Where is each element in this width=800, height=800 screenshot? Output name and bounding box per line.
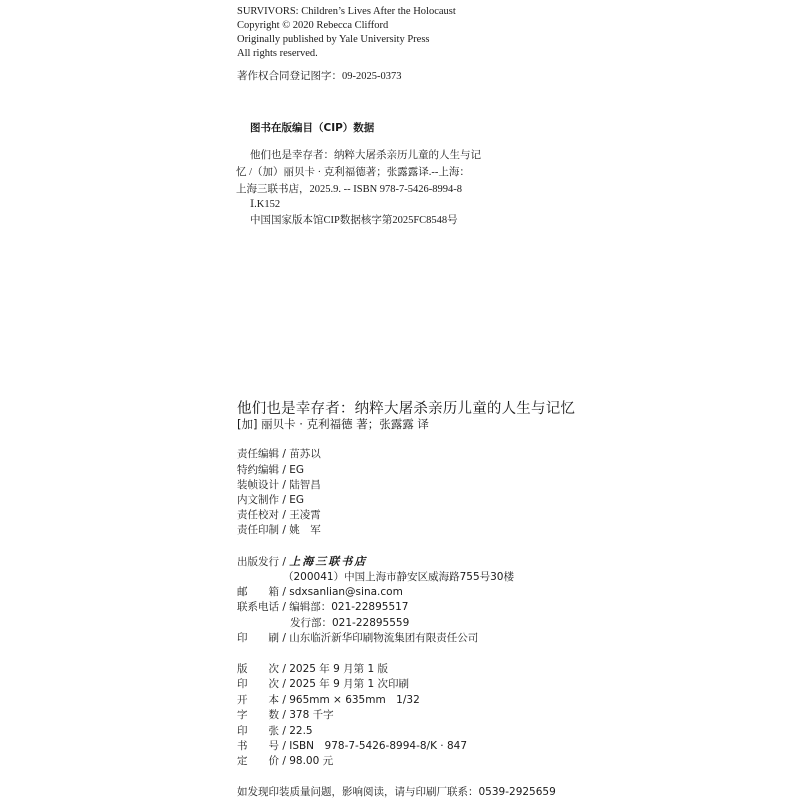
copyright-line-rights: All rights reserved. [237, 48, 318, 59]
spec-value: 378 千字 [289, 709, 334, 721]
credit-label: 特约编辑 [237, 464, 279, 476]
credit-row: 责任编辑 / 苗苏以 [237, 448, 321, 460]
credit-label: 责任编辑 [237, 448, 279, 460]
cip-heading: 图书在版编目（CIP）数据 [250, 122, 375, 134]
spec-value: 2025 年 9 月第 1 版 [289, 663, 388, 675]
email-value: sdxsanlian@sina.com [289, 586, 403, 598]
credit-value: 陆智昌 [289, 479, 321, 491]
spec-label: 版 次 [237, 663, 279, 675]
credit-row: 内文制作 / EG [237, 494, 304, 506]
copyright-line-holder: Copyright © 2020 Rebecca Clifford [237, 20, 389, 31]
credit-row: 装帧设计 / 陆智昌 [237, 479, 321, 491]
credit-row: 责任印制 / 姚 军 [237, 524, 321, 536]
publisher-address: （200041）中国上海市静安区威海路755号30楼 [283, 571, 514, 583]
spec-value: ISBN 978-7-5426-8994-8/K · 847 [289, 740, 468, 752]
book-title: 他们也是幸存者：纳粹大屠杀亲历儿童的人生与记忆 [237, 401, 576, 417]
credit-value: EG [289, 464, 304, 476]
copyright-line-publisher: Originally published by Yale University Press [237, 34, 430, 45]
credit-label: 内文制作 [237, 494, 279, 506]
phone-row: 联系电话 / 编辑部：021-22895517 [237, 601, 409, 613]
printer-value: 山东临沂新华印刷物流集团有限责任公司 [289, 632, 479, 644]
publisher-label: 出版发行 [237, 556, 279, 568]
spec-value: 98.00 元 [289, 755, 334, 767]
quality-notice: 如发现印装质量问题，影响阅读，请与印刷厂联系：0539-2925659 [237, 786, 556, 798]
copyright-line-title: SURVIVORS: Children’s Lives After the Holocaust [237, 6, 456, 17]
credit-label: 装帧设计 [237, 479, 279, 491]
credit-value: EG [289, 494, 304, 506]
printer-label: 印 刷 [237, 632, 279, 644]
spec-row: 书 号 / ISBN 978-7-5426-8994-8/K · 847 [237, 740, 468, 752]
contract-registration: 著作权合同登记图字：09-2025-0373 [237, 71, 402, 82]
printer-row: 印 刷 / 山东临沂新华印刷物流集团有限责任公司 [237, 632, 479, 644]
spec-label: 开 本 [237, 694, 279, 706]
email-label: 邮 箱 [237, 586, 279, 598]
spec-row: 字 数 / 378 千字 [237, 709, 334, 721]
cip-line: 他们也是幸存者：纳粹大屠杀亲历儿童的人生与记 [250, 150, 481, 161]
cip-line: 上海三联书店，2025.9. -- ISBN 978-7-5426-8994-8 [236, 184, 463, 195]
publisher-logo-text: 上海三联书店 [289, 555, 368, 568]
credit-label: 责任校对 [237, 509, 279, 521]
credit-label: 责任印制 [237, 524, 279, 536]
spec-label: 定 价 [237, 755, 279, 767]
book-authors: [加] 丽贝卡 · 克利福德 著；张露露 译 [237, 417, 429, 431]
spec-label: 书 号 [237, 740, 279, 752]
cip-line: Ⅰ.K152 [250, 199, 281, 210]
credit-row: 责任校对 / 王凌霄 [237, 509, 321, 521]
spec-row: 印 张 / 22.5 [237, 725, 313, 737]
cip-line: 忆 /（加）丽贝卡 · 克利福德著；张露露译.--上海： [236, 167, 470, 178]
phone-label: 联系电话 [237, 601, 279, 613]
credit-value: 苗苏以 [289, 448, 321, 460]
spec-row: 定 价 / 98.00 元 [237, 755, 334, 767]
phone-distribution: 发行部：021-22895559 [290, 617, 410, 629]
spec-label: 印 张 [237, 725, 279, 737]
phone-edit: 编辑部：021-22895517 [289, 601, 409, 613]
spec-value: 965mm × 635mm 1/32 [289, 694, 420, 706]
credit-value: 姚 军 [289, 524, 321, 536]
cip-line: 中国国家版本馆CIP数据核字第2025FC8548号 [250, 215, 458, 226]
spec-row: 印 次 / 2025 年 9 月第 1 次印刷 [237, 678, 409, 690]
publisher-row: 出版发行 / 上海三联书店 [237, 555, 368, 568]
spec-label: 字 数 [237, 709, 279, 721]
spec-row: 开 本 / 965mm × 635mm 1/32 [237, 694, 420, 706]
credit-row: 特约编辑 / EG [237, 464, 304, 476]
spec-label: 印 次 [237, 678, 279, 690]
spec-row: 版 次 / 2025 年 9 月第 1 版 [237, 663, 388, 675]
credit-value: 王凌霄 [289, 509, 321, 521]
email-row: 邮 箱 / sdxsanlian@sina.com [237, 586, 403, 598]
spec-value: 2025 年 9 月第 1 次印刷 [289, 678, 409, 690]
spec-value: 22.5 [289, 725, 313, 737]
